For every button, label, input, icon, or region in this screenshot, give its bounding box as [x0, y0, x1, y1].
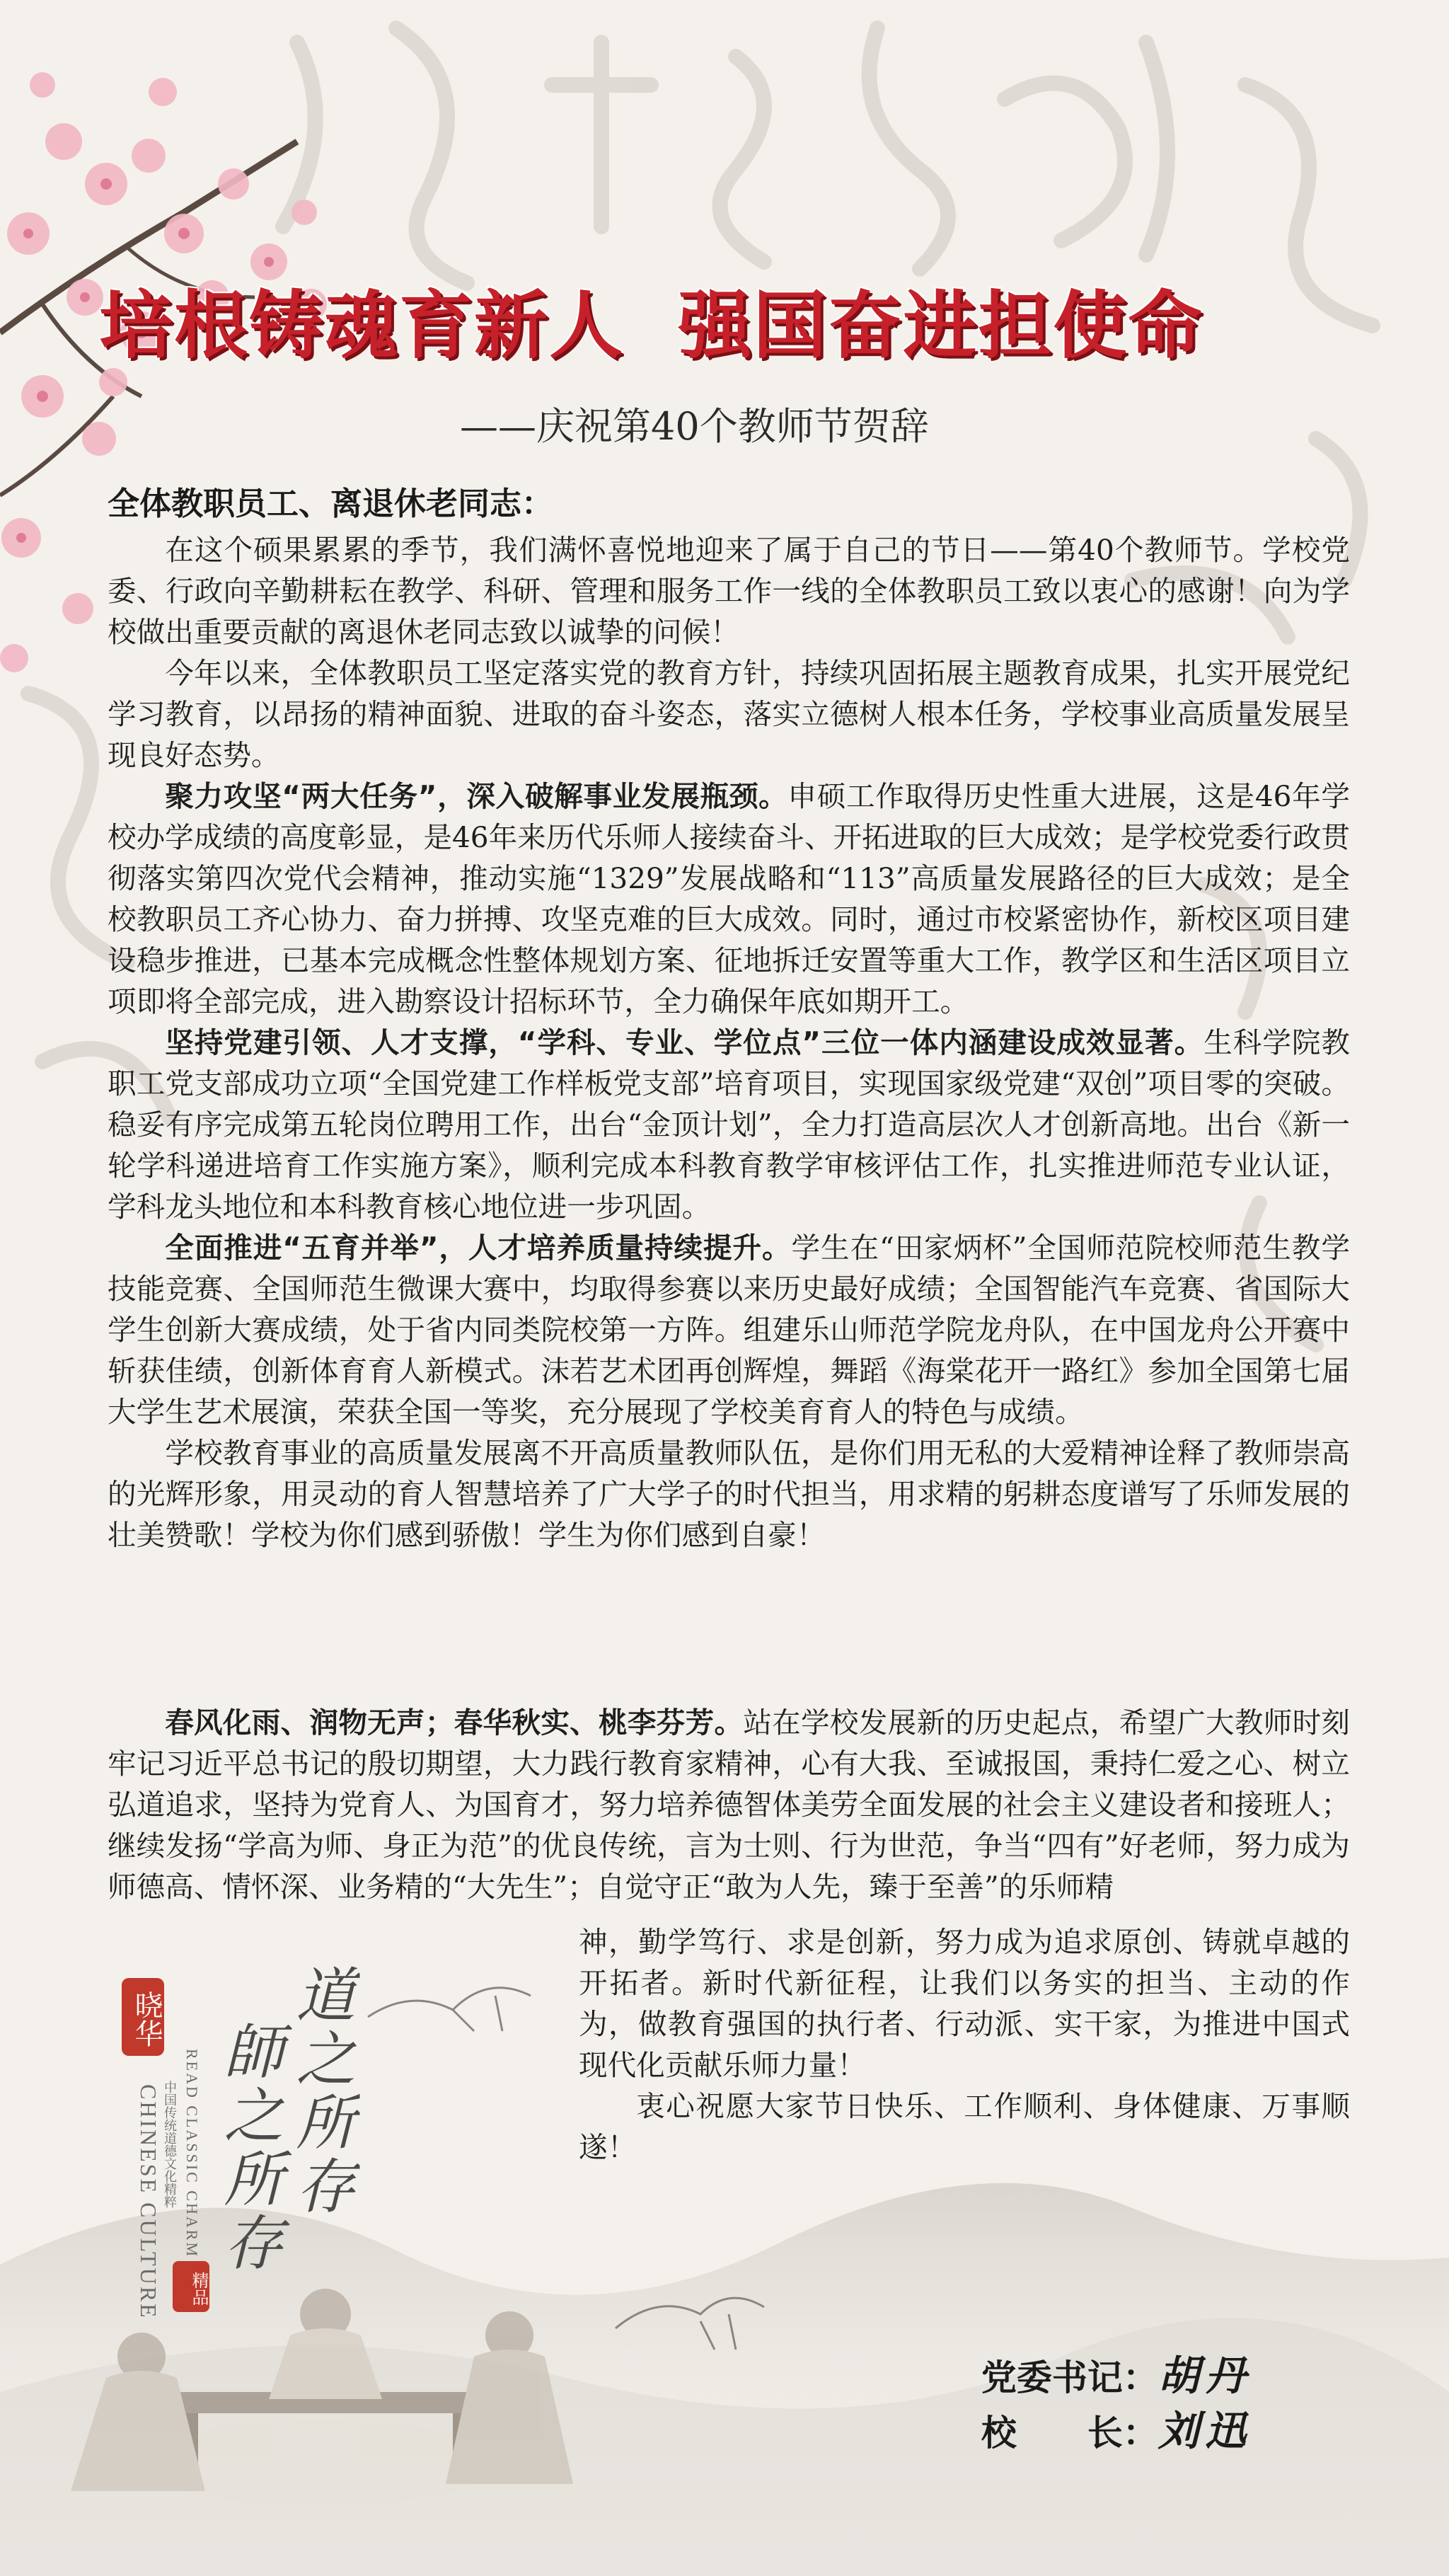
paragraph-text: 站在学校发展新的历史起点，希望广大教师时刻牢记习近平总书记的殷切期望，大力践行教育家精神，心有大我、至诚报国，秉持仁爱之心、树立弘道追求，坚持为党育人、为国育才，努力培养德智体美劳全面发展的社会主义建设者和接班人；继续发扬“学高为师、身正为范”的优良传统，言为士则、行为世范，争当“四有”好老师，努力成为师德高、情怀深、业务精的“大先生”；自觉守正“敢为人先，臻于至善”的乐师精 [108, 1706, 1351, 1904]
paragraph-text: 学校教育事业的高质量发展离不开高质量教师队伍，是你们用无私的大爱精神诠释了教师崇高的光辉形象，用灵动的育人智慧培养了广大学子的时代担当，用求精的躬耕态度谱写了乐师发展的壮美赞歌！学校为你们感到骄傲！学生为你们感到自豪！ [108, 1436, 1350, 1552]
paragraph-lead: 坚持党建引领、人才支撑，“学科、专业、学位点”三位一体内涵建设成效显著。 [165, 1025, 1204, 1059]
paragraph-text: 在这个硕果累累的季节，我们满怀喜悦地迎来了属于自己的节日——第40个教师节。学校党委、行政向辛勤耕耘在教学、科研、管理和服务工作一线的全体教职员工致以衷心的感谢！向为学校做出重要贡献的离退休老同志致以诚挚的问候！ [108, 533, 1350, 649]
paragraph-text: 生科学院教职工党支部成功立项“全国党建工作样板党支部”培育项目，实现国家级党建“双创”项目零的突破。稳妥有序完成第五轮岗位聘用工作，出台“金顶计划”，全力打造高层次人才创新高地。出台《新一轮学科递进培育工作实施方案》，顺利完成本科教育教学审核评估工作，扎实推进师范专业认证，学科龙头地位和本科教育核心地位进一步巩固。 [108, 1025, 1351, 1224]
salutation: 全体教职员工、离退休老同志： [108, 485, 554, 522]
paragraph-text: 今年以来，全体教职员工坚定落实党的教育方针，持续巩固拓展主题教育成果，扎实开展党纪学习教育，以昂扬的精神面貌、进取的奋斗姿态，落实立德树人根本任务，学校事业高质量发展呈现良好态势。 [108, 656, 1350, 772]
page-subtitle: ——庆祝第40个教师节贺辞 [460, 404, 929, 449]
seal-top-text: 晓华 [130, 1990, 163, 2047]
paragraph-text: 申硕工作取得历史性重大进展，这是46年学校办学成绩的高度彰显，是46年来历代乐师人接续奋斗、开拓进取的巨大成效；是学校党委行政贯彻落实第四次党代会精神，推动实施“1329”发展战略和“113”高质量发展路径的巨大成效；是全校教职员工齐心协力、奋力拼搏、攻坚克难的巨大成效。同时，通过市校紧密协作，新校区项目建设稳步推进，已基本完成概念性整体规划方案、征地拆迁安置等重大工作，教学区和生活区项目立项即将全部完成，进入勘察设计招标环节，全力确保年底如期开工。 [108, 779, 1350, 1018]
paragraph-text: 学生在“田家炳杯”全国师范院校师范生教学技能竞赛、全国师范生微课大赛中，均取得参赛以来历史最好成绩；全国智能汽车竞赛、省国际大学生创新大赛成绩，处于省内同类院校第一方阵。组建乐山师范学院龙舟队，在中国龙舟公开赛中斩获佳绩，创新体育育人新模式。沫若艺术团再创辉煌，舞蹈《海棠花开一路红》参加全国第七届大学生艺术展演，荣获全国一等奖，充分展现了学校美育育人的特色与成绩。 [108, 1231, 1350, 1429]
seal-bottom [173, 2261, 209, 2312]
final-paragraph [108, 1702, 1350, 1907]
seal-bottom-text: 精品 [189, 2272, 209, 2306]
paragraph [108, 1022, 1350, 1227]
signature-name: 胡丹 [1158, 2352, 1252, 2400]
paragraph-text: 神，勤学笃行、求是创新，努力成为追求原创、铸就卓越的开拓者。新时代新征程，让我们以务实的担当、主动的作为，做教育强国的执行者、行动派、实干家，为推进中国式现代化贡献乐师力量！ [579, 1925, 1350, 2082]
seal-top [122, 1978, 164, 2056]
english-caption: CHINESE CULTURE [136, 2084, 161, 2320]
paragraph [108, 529, 1350, 652]
final-paragraph-tail [579, 1921, 1350, 2168]
signature-role: 校 长： [981, 2412, 1158, 2454]
signature-president [957, 2335, 1252, 2465]
paragraph [108, 776, 1350, 1022]
calligraphy-column: 師之所存 [214, 2020, 284, 2275]
chinese-caption: 中国传统道德文化精粹 [162, 2081, 177, 2208]
english-caption: READ CLASSIC CHARM [183, 2049, 201, 2259]
signature-role: 党委书记： [981, 2357, 1158, 2398]
paragraph-lead: 春风化雨、润物无声；春华秋实、桃李芬芳。 [165, 1706, 744, 1740]
paragraph-lead: 聚力攻坚“两大任务”，深入破解事业发展瓶颈。 [165, 779, 788, 813]
calligraphy-column: 道之所存 [287, 1964, 356, 2219]
page-title: 培根铸魂育新人 强国奋进担使命 [99, 282, 1203, 369]
paragraph-lead: 全面推进“五育并举”，人才培养质量持续提升。 [165, 1231, 792, 1265]
paragraph [108, 1432, 1350, 1556]
paragraph [108, 652, 1350, 776]
paragraph [108, 1702, 1350, 1907]
letter-body [108, 481, 1350, 1556]
paragraph [108, 1227, 1350, 1432]
closing-wish: 衷心祝愿大家节日快乐、工作顺利、身体健康、万事顺遂！ [579, 2089, 1350, 2164]
signature-name: 刘迅 [1158, 2407, 1252, 2455]
